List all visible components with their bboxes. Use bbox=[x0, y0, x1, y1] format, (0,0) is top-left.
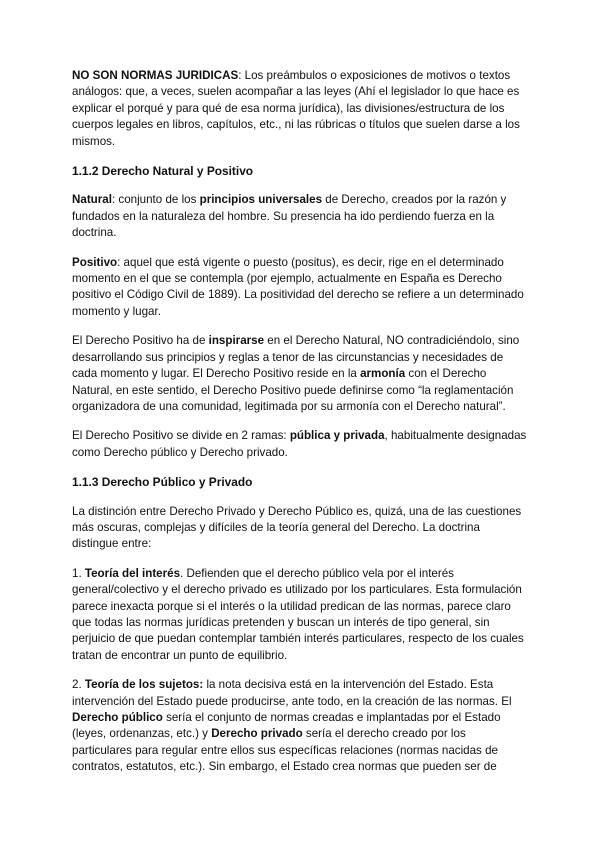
bold-term: armonía bbox=[360, 367, 406, 381]
bold-lead: NO SON NORMAS JURIDICAS bbox=[72, 69, 239, 82]
paragraph-distincion: La distinción entre Derecho Privado y Derecho Público es, quizá, una de las cuestiones más oscuras, complejas y difíciles de la teoría general del Derecho. La doctrina distingue entre: bbox=[72, 504, 522, 551]
paragraph-text: sería el conjunto de normas creadas e implantadas por el Estado (leyes, ordenanzas, etc.) y bbox=[72, 711, 501, 741]
heading-derecho-publico-privado: 1.1.3 Derecho Público y Privado bbox=[72, 475, 253, 490]
paragraph-text: la nota decisiva está en la intervención del Estado. Esta intervención del Estado puede producirse, ante todo, en la creación de las normas. El bbox=[72, 678, 512, 708]
paragraph-teoria-sujetos bbox=[72, 677, 528, 775]
bold-lead: Positivo bbox=[72, 255, 118, 269]
bold-term: Derecho público bbox=[72, 711, 163, 724]
list-number: 2. bbox=[72, 678, 85, 692]
bold-term: pública y privada bbox=[289, 429, 385, 443]
paragraph-text: El Derecho Positivo ha de bbox=[72, 334, 209, 348]
paragraph-text: en el Derecho Natural, NO contradiciéndolo, sino desarrollando sus principios y reglas a tenor de las circunstancias y necesidades de cada momento y lugar. El Derecho Positivo reside en la bbox=[72, 334, 520, 381]
paragraph-text: de Derecho, creados por la razón y fundados en la naturaleza del hombre. Su presencia ha ido perdiendo fuerza en la doctrina. bbox=[72, 193, 507, 240]
paragraph-teoria-interes bbox=[72, 566, 528, 664]
bold-lead: Teoría de los sujetos: bbox=[84, 678, 204, 692]
bold-term: Derecho privado bbox=[211, 727, 303, 741]
paragraph-positivo bbox=[72, 255, 528, 321]
paragraph-natural bbox=[72, 192, 528, 241]
paragraph-text: . Defienden que el derecho público vela por el interés general/colectivo y el derecho privado es utilizado por los particulares. Esta formulación parece inexacta porque si el interés o la utilidad predican de las normas, parece claro que todas las normas jurídicas pretenden y buscan un interés de tipo general, sin perjuicio de que puedan contemplar también interés particulares, respecto de los cuales tratan de encontrar un punto de equilibrio. bbox=[72, 566, 524, 662]
paragraph-inspirarse bbox=[72, 333, 528, 415]
bold-lead: Teoría del interés bbox=[84, 566, 181, 580]
paragraph-text: : Los preámbulos o exposiciones de motivos o textos análogos: que, a veces, suelen acompañar a las leyes (Ahí el legislador lo que hace es explicar el porqué y para qué de esa norma jurídica), las divisiones/estructura de los cuerpos legales en libros, capítulos, etc., ni las rúbricas o títulos que suelen darse a los mismos. bbox=[72, 69, 520, 148]
bold-term: inspirarse bbox=[208, 334, 265, 348]
paragraph-ramas bbox=[72, 428, 528, 461]
paragraph-text: El Derecho Positivo se divide en 2 ramas: bbox=[72, 429, 290, 443]
paragraph-text: : aquel que está vigente o puesto (positus), es decir, rige en el determinado momento en el que se contempla (por ejemplo, actualmente en España es Derecho positivo el Código Civil de 1889). La positividad del derecho se refiere a un determinado momento y lugar. bbox=[72, 255, 524, 318]
paragraph-text: : conjunto de los bbox=[111, 193, 200, 207]
heading-derecho-natural-positivo: 1.1.2 Derecho Natural y Positivo bbox=[72, 164, 254, 179]
paragraph-text: sería el derecho creado por los particulares para regular entre ellos sus específicas relaciones (normas nacidas de contratos, estatutos, etc.). Sin embargo, el Estado crea normas que pueden ser de bbox=[72, 727, 498, 774]
list-number: 1. bbox=[72, 566, 85, 580]
paragraph-no-son-normas bbox=[72, 68, 528, 150]
paragraph-text: con el Derecho Natural, en este sentido, el Derecho Positivo puede definirse como “la reglamentación organizadora de una comunidad, legitimada por su armonía con el Derecho natural”. bbox=[72, 367, 514, 413]
bold-term: principios universales bbox=[199, 193, 323, 207]
bold-lead: Natural bbox=[72, 193, 112, 207]
paragraph-text: , habitualmente designadas como Derecho público y Derecho privado. bbox=[72, 429, 527, 459]
